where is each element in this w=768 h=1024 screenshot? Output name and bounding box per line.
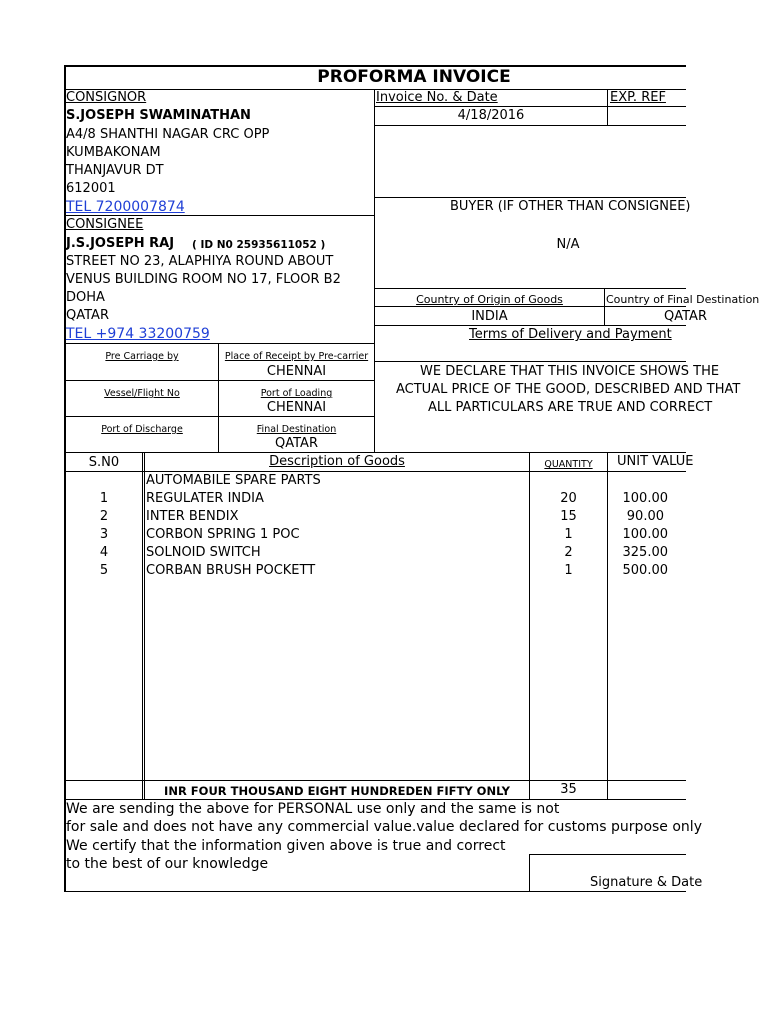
row-sno: 1 [99,491,109,506]
row-unit-value: 100.00 [622,527,668,542]
consignee-country: QATAR [66,308,109,323]
vessel-flight-label: Vessel/Flight No [104,388,180,399]
consignor-address-line: KUMBAKONAM [66,145,161,160]
exp-ref-label: EXP. REF [610,90,666,105]
row-unit-value: 325.00 [622,545,668,560]
final-destination-country-label: Country of Final Destination [606,293,760,306]
row-quantity: 2 [564,545,573,560]
row-sno: 2 [99,509,109,524]
consignor-bottom-border [64,215,375,216]
final-destination-country-value: QATAR [664,309,707,324]
consignee-id: ( ID N0 25935611052 ) [192,239,326,251]
origin-top-border [374,288,686,289]
consignor-address-line: THANJAVUR DT [66,163,164,178]
consignee-bottom-border [64,343,375,344]
row-description: CORBAN BRUSH POCKETT [146,563,316,578]
title-bottom-border [64,89,686,90]
consignee-address-line: DOHA [66,290,105,305]
shipping-row2-border [64,416,375,417]
port-of-loading-value: CHENNAI [266,400,327,415]
footer-note-line: We are sending the above for PERSONAL use only and the same is not [66,801,560,817]
consignee-name: J.S.JOSEPH RAJ [66,236,175,251]
place-of-receipt-label: Place of Receipt by Pre-carrier [224,351,369,362]
row-description: INTER BENDIX [146,509,239,524]
terms-bottom-border [374,361,686,362]
consignor-label: CONSIGNOR [66,90,147,105]
row-unit-value: 500.00 [622,563,668,578]
origin-label: Country of Origin of Goods [416,293,563,306]
invoice-date: 4/18/2016 [457,108,525,123]
consignee-label: CONSIGNEE [66,217,144,232]
signature-top-border [529,854,686,855]
buyer-label: BUYER (IF OTHER THAN CONSIGNEE) [450,199,691,214]
pre-carriage-label: Pre Carriage by [105,351,179,362]
sno-col-divider [142,452,143,799]
invoice-no-date-label: Invoice No. & Date [376,90,498,105]
exp-ref-divider [607,89,608,125]
sno-col-divider-inner [144,452,145,799]
total-quantity: 35 [560,782,577,797]
page-title: PROFORMA INVOICE [317,67,511,87]
row-quantity: 1 [564,563,573,578]
row-description: CORBON SPRING 1 POC [146,527,300,542]
declaration-line: ACTUAL PRICE OF THE GOOD, DESCRIBED AND THAT [396,382,741,397]
origin-bottom-border [374,325,686,326]
final-destination-label: Final Destination [256,424,337,435]
footer-note-line: to the best of our knowledge [66,856,269,872]
invoice-header-border [374,106,686,107]
declaration-line: WE DECLARE THAT THIS INVOICE SHOWS THE [420,364,720,379]
consignor-name: S.JOSEPH SWAMINATHAN [66,108,251,123]
row-quantity: 20 [560,491,577,506]
place-of-receipt-value: CHENNAI [266,364,327,379]
total-top-border [64,780,686,781]
buyer-value: N/A [556,237,580,252]
origin-value: INDIA [471,309,508,324]
signature-date-label: Signature & Date [590,875,703,890]
row-description: REGULATER INDIA [146,491,264,506]
final-destination-value: QATAR [275,436,318,451]
consignor-phone-link[interactable]: TEL 7200007874 [66,199,185,215]
consignor-address-line: A4/8 SHANTHI NAGAR CRC OPP [66,127,270,142]
port-of-loading-label: Port of Loading [260,388,333,399]
footer-note-line: We certify that the information given above is true and correct [66,838,506,854]
row-sno: 4 [99,545,109,560]
row-quantity: 15 [560,509,577,524]
declaration-line: ALL PARTICULARS ARE TRUE AND CORRECT [428,400,713,415]
row-description: SOLNOID SWITCH [146,545,261,560]
total-in-words: INR FOUR THOUSAND EIGHT HUNDREDEN FIFTY ONLY [164,784,510,798]
frame-bottom-border [64,891,686,892]
row-sno: 5 [99,563,109,578]
row-sno: 3 [99,527,109,542]
footer-note-line: for sale and does not have any commercial value.value declared for customs purpose only [66,819,702,835]
goods-group-heading: AUTOMABILE SPARE PARTS [146,473,321,488]
consignee-address-line: STREET NO 23, ALAPHIYA ROUND ABOUT [66,254,334,269]
description-header: Description of Goods [269,454,405,469]
row-unit-value: 100.00 [622,491,668,506]
shipping-row1-border [64,380,375,381]
signature-left-border [529,854,530,892]
consignee-phone-link[interactable]: TEL +974 33200759 [66,326,210,342]
sno-header: S.N0 [88,455,120,470]
terms-label: Terms of Delivery and Payment [469,327,672,342]
invoice-date-border [374,125,686,126]
row-unit-value: 90.00 [626,509,664,524]
unit-value-header: UNIT VALUE [617,454,694,469]
consignee-address-line: VENUS BUILDING ROOM NO 17, FLOOR B2 [66,272,341,287]
buyer-top-border [374,197,686,198]
table-top-border [64,452,686,453]
port-of-discharge-label: Port of Discharge [101,424,183,435]
row-quantity: 1 [564,527,573,542]
left-right-divider [374,89,375,452]
quantity-header: QUANTITY [544,459,593,470]
consignor-pincode: 612001 [66,181,116,196]
